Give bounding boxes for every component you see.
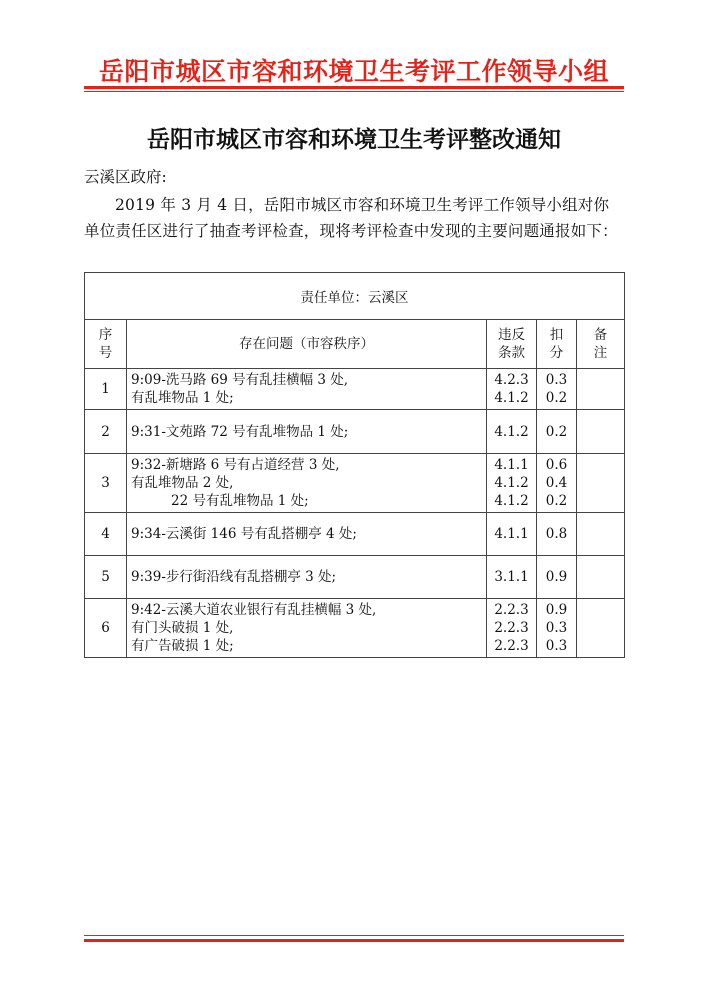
table-row [85, 369, 625, 410]
row-issue: 9:31-文苑路 72 号有乱堆物品 1 处; [127, 410, 487, 454]
row-code: 3.1.1 [487, 556, 537, 599]
table-row [85, 556, 625, 599]
row-code: 2.2.3 2.2.3 2.2.3 [487, 599, 537, 658]
row-note [577, 454, 625, 513]
row-code: 4.1.1 [487, 513, 537, 556]
table-row [85, 410, 625, 454]
row-note [577, 369, 625, 410]
row-note [577, 556, 625, 599]
col-note-header: 备 注 [577, 320, 625, 369]
row-score: 0.3 0.2 [537, 369, 577, 410]
row-issue: 9:34-云溪街 146 号有乱搭棚亭 4 处; [127, 513, 487, 556]
row-note [577, 599, 625, 658]
responsible-unit: 责任单位：云溪区 [85, 273, 625, 320]
row-issue: 9:32-新塘路 6 号有占道经营 3 处, 有乱堆物品 2 处, 22 号有乱堆物品 1 处; [127, 454, 487, 513]
footer-rule-thick [84, 939, 624, 942]
salutation: 云溪区政府: [84, 168, 167, 186]
row-issue: 9:39-步行街沿线有乱搭棚亭 3 处; [127, 556, 487, 599]
row-note [577, 410, 625, 454]
row-code: 4.1.2 [487, 410, 537, 454]
row-issue: 9:09-洗马路 69 号有乱挂横幅 3 处, 有乱堆物品 1 处; [127, 369, 487, 410]
row-score: 0.6 0.4 0.2 [537, 454, 577, 513]
row-index: 4 [85, 513, 127, 556]
document-title: 岳阳市城区市容和环境卫生考评整改通知 [147, 127, 561, 153]
issues-table [84, 272, 625, 658]
row-score: 0.9 0.3 0.3 [537, 599, 577, 658]
table-header-row [85, 320, 625, 369]
col-score-header: 扣 分 [537, 320, 577, 369]
row-index: 5 [85, 556, 127, 599]
row-index: 3 [85, 454, 127, 513]
row-score: 0.9 [537, 556, 577, 599]
row-score: 0.2 [537, 410, 577, 454]
org-header: 岳阳市城区市容和环境卫生考评工作领导小组 [98, 57, 609, 86]
header-rule-thick [84, 86, 624, 89]
unit-row [85, 273, 625, 320]
row-index: 1 [85, 369, 127, 410]
header-rule-thin [84, 91, 624, 92]
table-row [85, 513, 625, 556]
row-index: 6 [85, 599, 127, 658]
footer-rule-thin [84, 935, 624, 936]
row-score: 0.8 [537, 513, 577, 556]
row-code: 4.1.1 4.1.2 4.1.2 [487, 454, 537, 513]
row-index: 2 [85, 410, 127, 454]
row-issue: 9:42-云溪大道农业银行有乱挂横幅 3 处, 有门头破损 1 处, 有广告破损 1 处; [127, 599, 487, 658]
col-issue-header: 存在问题（市容秩序） [127, 320, 487, 369]
row-code: 4.2.3 4.1.2 [487, 369, 537, 410]
table-row [85, 454, 625, 513]
table-row [85, 599, 625, 658]
col-index-header: 序 号 [85, 320, 127, 369]
col-code-header: 违反 条款 [487, 320, 537, 369]
notice-paragraph: 2019 年 3 月 4 日，岳阳市城区市容和环境卫生考评工作领导小组对你单位责任区进行了抽查考评检查，现将考评检查中发现的主要问题通报如下： [84, 196, 618, 240]
row-note [577, 513, 625, 556]
